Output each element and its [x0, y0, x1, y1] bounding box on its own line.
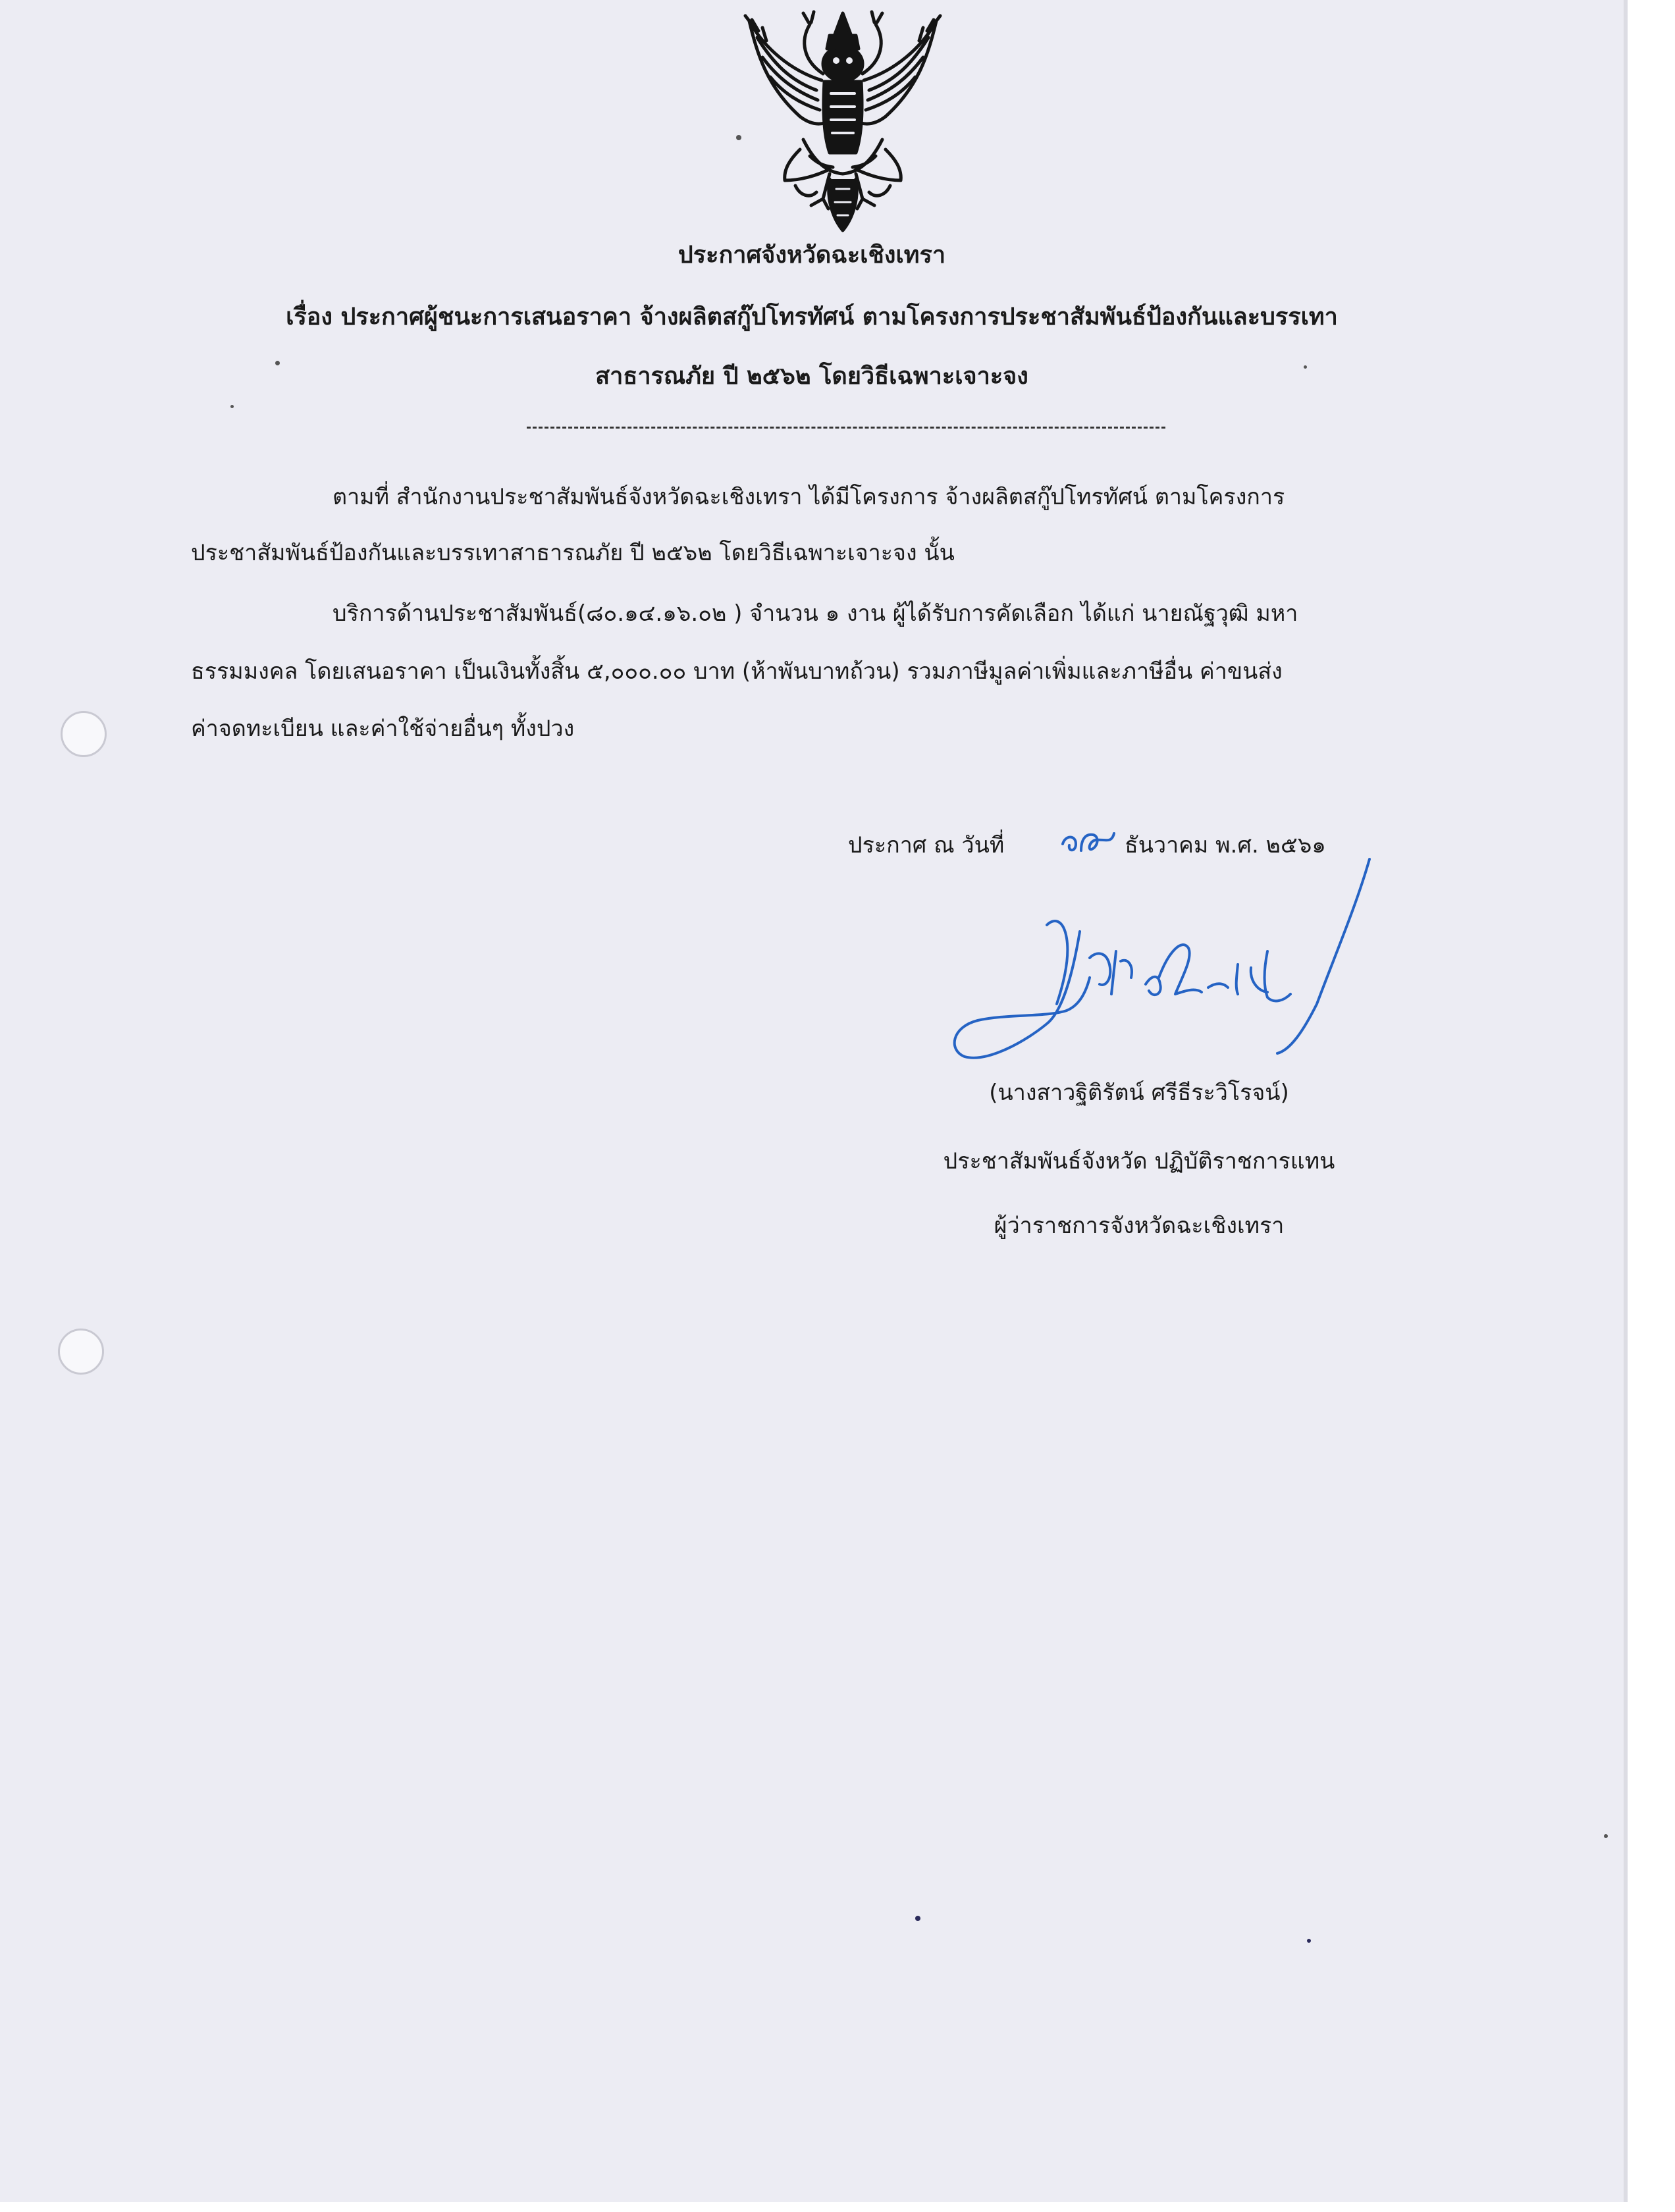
- body-line: ธรรมมงคล โดยเสนอราคา เป็นเงินทั้งสิ้น ๕,๐๐๐.๐๐ บาท (ห้าพันบาทถ้วน) รวมภาษีมูลค่าเพิ่มและภาษีอื่น ค่าขนส่ง: [191, 658, 1283, 685]
- body-line: ค่าจดทะเบียน และค่าใช้จ่ายอื่นๆ ทั้งปวง: [191, 716, 575, 742]
- scan-speck: [1604, 1834, 1608, 1838]
- date-prefix: ประกาศ ณ วันที่: [848, 832, 1005, 858]
- date-month-year: ธันวาคม พ.ศ. ๒๕๖๑: [1125, 832, 1326, 858]
- punch-hole: [61, 711, 107, 757]
- signer-position-1: ประชาสัมพันธ์จังหวัด ปฏิบัติราชการแทน: [943, 1148, 1335, 1174]
- handwritten-signature: [948, 853, 1383, 1080]
- body-line: บริการด้านประชาสัมพันธ์(๘๐.๑๔.๑๖.๐๒ ) จำนวน ๑ งาน ผู้ได้รับการคัดเลือก ได้แก่ นายณัฐวุฒิ มหา: [332, 600, 1298, 627]
- document-title: ประกาศจังหวัดฉะเชิงเทรา: [678, 242, 946, 269]
- heading-divider: [527, 427, 1165, 429]
- scan-speck: [915, 1916, 920, 1921]
- body-line: ประชาสัมพันธ์ป้องกันและบรรเทาสาธารณภัย ปี ๒๕๖๒ โดยวิธีเฉพาะเจาะจง นั้น: [191, 540, 955, 566]
- subject-line-2: สาธารณภัย ปี ๒๕๖๒ โดยวิธีเฉพาะเจาะจง: [595, 363, 1028, 390]
- punch-hole: [58, 1329, 104, 1375]
- signer-position-2: ผู้ว่าราชการจังหวัดฉะเชิงเทรา: [994, 1213, 1285, 1239]
- body-line: ตามที่ สำนักงานประชาสัมพันธ์จังหวัดฉะเชิงเทรา ได้มีโครงการ จ้างผลิตสกู๊ปโทรทัศน์ ตามโครงการ: [332, 484, 1285, 510]
- garuda-emblem: [737, 8, 948, 235]
- scan-speck: [1307, 1939, 1311, 1943]
- signer-name: (นางสาวฐิติรัตน์ ศรีธีระวิโรจน์): [989, 1080, 1289, 1106]
- scan-speck: [230, 405, 234, 408]
- subject-line-1: เรื่อง ประกาศผู้ชนะการเสนอราคา จ้างผลิตสกู๊ปโทรทัศน์ ตามโครงการประชาสัมพันธ์ป้องกันและบรรเทา: [286, 303, 1338, 330]
